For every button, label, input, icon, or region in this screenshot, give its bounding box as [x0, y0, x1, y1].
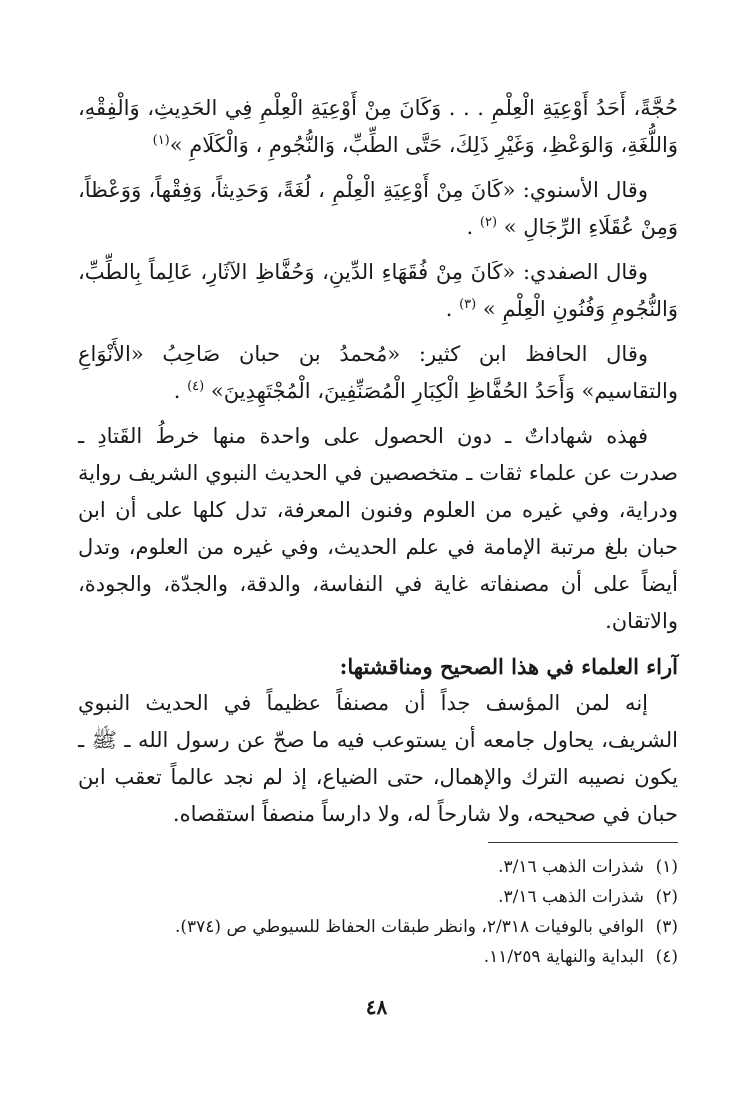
footnote-number: (١): [655, 857, 678, 877]
footnote-number: (٣): [655, 917, 678, 937]
page-number: ٤٨: [365, 995, 388, 1019]
main-text: [78, 90, 678, 841]
footnote-number: (٢): [655, 887, 678, 907]
paragraph-2: وقال الأسنوي: «كَانَ مِنْ أَوْعِيَةِ الْعِلْمِ ، لُغَةً، وَحَدِيثاً، وَفِقْهاً، وَوَعْظاً، وَمِنْ عُقَلَاءِ الرِّجَالِ » $^{(٢)}$ .: [78, 178, 678, 239]
footnote-text: شذرات الذهب ٣/١٦.: [498, 887, 644, 907]
section-heading: آراء العلماء في هذا الصحيح ومناقشتها:: [339, 654, 678, 679]
footnote-separator: [488, 842, 678, 843]
paragraph-text: وقال الصفدي: «كَانَ مِنْ فُقَهَاءِ الدِّينِ، وَحُفَّاظِ الآثَارِ، عَالِماً بِالطِّبِّ، وَالنُّجُومِ وَفُنُونِ الْعِلْمِ »: [78, 260, 678, 321]
footnote-reference: (١): [152, 133, 170, 148]
paragraph-4: وقال الحافظ ابن كثير: «مُحمدُ بن حبان صَاحِبُ «الأَنْوَاعِ والتقاسيم» وَأَحَدُ الحُفَّاظِ الْكِبَارِ الْمُصَنِّفِينَ، الْمُجْتَهِدِينَ» $^{(٤)}$ .: [78, 342, 678, 403]
footnote-item: [78, 912, 678, 942]
paragraph-text: حُجَّةً، أَحَدُ أَوْعِيَةِ الْعِلْمِ . . . وَكَانَ مِنْ أَوْعِيَةِ الْعِلْمِ فِي الحَدِيثِ، وَالْفِقْهِ، وَاللُّغَةِ، وَالوَعْظِ، وَغَيْرِ ذَلِكَ، حَتَّى الطِّبِّ، وَالنُّجُومِ ، وَالْكَلَامِ »: [78, 96, 678, 157]
paragraph-1: [78, 90, 678, 164]
footnote-number: (٤): [655, 947, 678, 967]
footnote-text: البداية والنهاية ١١/٢٥٩.: [483, 947, 644, 967]
footnote-item: [78, 942, 678, 972]
paragraph-text: فهذه شهاداتٌ ـ دون الحصول على واحدة منها خرطُ القَتادِ ـ صدرت عن علماء ثقات ـ متخصصين في الحديث النبوي الشريف رواية ودراية، وفي غيره من العلوم وفنون المعرفة، تدل كلها على أن ابن حبان بلغ مرتبة الإمامة في علم الحديث، وفي غيره من العلوم، وتدل أيضاً على أن مصنفاته غاية في النفاسة، والدقة، والجدّة، والجودة، والاتقان.: [78, 424, 678, 633]
paragraph-6: إنه لمن المؤسف جداً أن مصنفاً عظيماً في الحديث النبوي الشريف، يحاول جامعه أن يستوعب فيه ما صحّ عن رسول الله ـ ﷺ ـ يكون نصيبه الترك والإهمال، حتى الضياع، إذ لم نجد عالماً تعقب ابن حبان في صحيحه، ولا شارحاً له، ولا دارساً منصفاً استقصاه.: [78, 691, 678, 826]
paragraph-text: وقال الحافظ ابن كثير: «مُحمدُ بن حبان صَاحِبُ «الأَنْوَاعِ والتقاسيم» وَأَحَدُ الحُفَّاظِ الْكِبَارِ الْمُصَنِّفِينَ، الْمُجْتَهِدِينَ»: [78, 342, 678, 403]
footnote-text: الوافي بالوفيات ٢/٣١٨، وانظر طبقات الحفاظ للسيوطي ص (٣٧٤).: [174, 917, 644, 937]
paragraph-text: وقال الأسنوي: «كَانَ مِنْ أَوْعِيَةِ الْعِلْمِ ، لُغَةً، وَحَدِيثاً، وَفِقْهاً، وَوَعْظاً، وَمِنْ عُقَلَاءِ الرِّجَالِ »: [78, 178, 678, 239]
paragraph-3: وقال الصفدي: «كَانَ مِنْ فُقَهَاءِ الدِّينِ، وَحُفَّاظِ الآثَارِ، عَالِماً بِالطِّبِّ، وَالنُّجُومِ وَفُنُونِ الْعِلْمِ » $^{(٣)}$ .: [78, 260, 678, 321]
footnote-text: شذرات الذهب ٣/١٦.: [498, 857, 644, 877]
footnote-reference: (٢): [479, 215, 498, 230]
paragraph-5: [78, 418, 678, 640]
footnotes-list: [78, 852, 678, 972]
footnote-reference: (٣): [459, 297, 477, 312]
footnote-item: [78, 882, 678, 912]
footnote-item: [78, 852, 678, 882]
footnote-reference: (٤): [187, 379, 205, 394]
